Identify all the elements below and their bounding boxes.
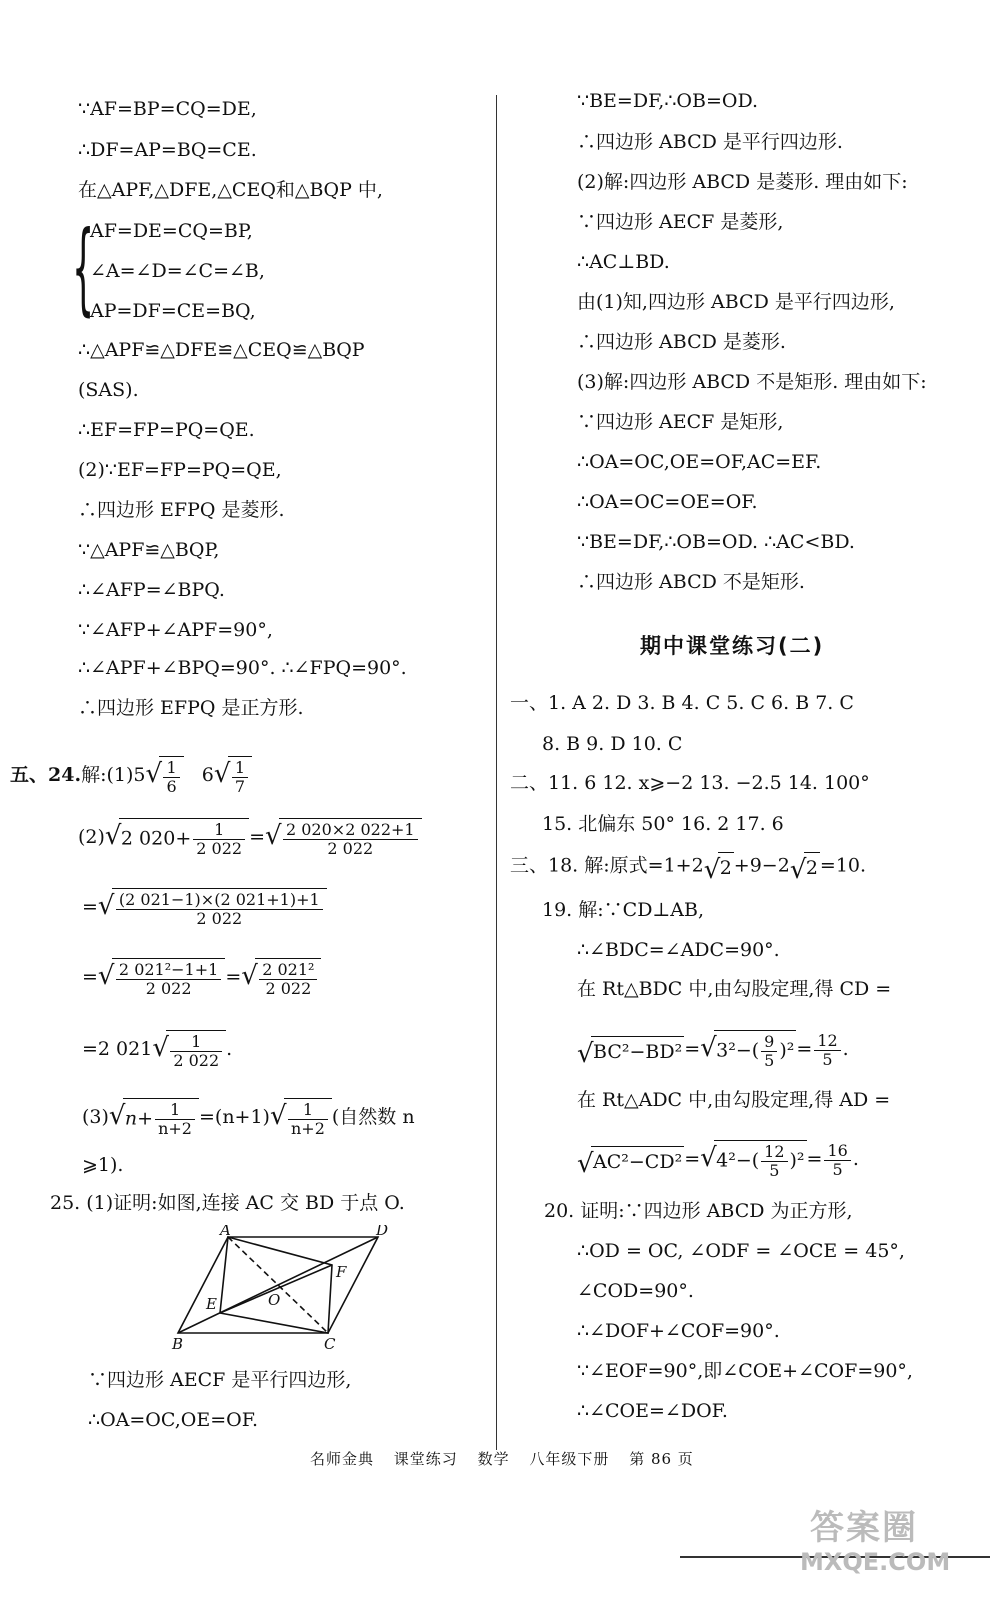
radical: [105, 818, 249, 858]
text-line: 在 Rt△ADC 中,由勾股定理,得 AD =: [577, 1089, 891, 1111]
parallelogram-aecf: [220, 1237, 332, 1333]
text-span: =: [684, 1148, 701, 1170]
text-line: ∠COD=90°.: [577, 1280, 694, 1302]
text-line: 19. 解:∵CD⊥AB,: [542, 899, 705, 921]
denominator: n+2: [290, 1119, 325, 1138]
numerator: 16: [824, 1142, 850, 1161]
text-span: )²: [779, 1039, 795, 1062]
text-line: ∴∠BDC=∠ADC=90°.: [577, 939, 780, 961]
text-span: =: [82, 966, 98, 988]
question-18: [510, 852, 866, 881]
watermark-url: MXQE.COM: [800, 1548, 951, 1576]
section-heading: 期中课堂练习(二): [640, 634, 825, 658]
numerator: √ 1: [170, 1033, 222, 1052]
text-line: ∴四边形 EFPQ 是菱形.: [78, 499, 285, 521]
question-24-part3: [82, 1098, 415, 1138]
numerator: 9: [761, 1033, 777, 1052]
text-span: (2): [78, 826, 105, 848]
numerator: √ 1: [288, 1101, 328, 1120]
text-line: ∠A=∠D=∠C=∠B,: [90, 260, 265, 282]
text-span: 4²−(: [716, 1149, 760, 1172]
text-span: =: [806, 1148, 823, 1170]
denominator: 2 022: [327, 839, 374, 858]
page-footer: [310, 1448, 708, 1469]
text-line: ∵BE=DF,∴OB=OD.: [577, 90, 759, 112]
answers-fill-1: 二、11. 6 12. x⩾−2 13. −2.5 14. 100°: [510, 772, 870, 794]
denominator: 5: [764, 1051, 775, 1070]
question-number: 五、24.: [10, 764, 82, 786]
text-span: )²: [789, 1149, 805, 1172]
text-span: .: [842, 1038, 849, 1060]
label-c: C: [324, 1335, 336, 1353]
text-span: =: [82, 896, 98, 918]
text-span: 2 020+: [120, 827, 192, 850]
text-line: ∵AF=BP=CQ=DE,: [78, 98, 257, 120]
numerator: 12: [761, 1143, 787, 1162]
radical: √ 2: [790, 852, 820, 881]
text-line: (3)解:四边形 ABCD 不是矩形. 理由如下:: [577, 371, 927, 393]
denominator: 5: [822, 1049, 833, 1069]
text-span: =(n+1): [198, 1106, 270, 1128]
radical: [98, 958, 225, 998]
answers-choice-2: 8. B 9. D 10. C: [542, 733, 683, 755]
question-24-part2: [78, 818, 422, 858]
label-d: D: [376, 1225, 389, 1239]
text-line: ⩾1).: [82, 1154, 124, 1176]
denominator: 7: [234, 777, 246, 796]
numerator: 1: [155, 1101, 195, 1120]
text-line: 20. 证明:∵四边形 ABCD 为正方形,: [544, 1200, 853, 1222]
text-span: =10.: [819, 854, 867, 877]
question-19-eq2: [577, 1140, 859, 1180]
numerator: √ 2 021²−1+1: [116, 961, 221, 980]
page-number: 第 86 页: [629, 1450, 694, 1468]
diagonal-bd: [178, 1237, 378, 1333]
radical: [145, 756, 183, 796]
text-span: (3): [82, 1106, 109, 1128]
label-e: E: [206, 1295, 217, 1313]
radical: [270, 1098, 332, 1138]
text-line: ∴△APF≌△DFE≌△CEQ≌△BQP: [78, 339, 365, 361]
question-25-title: 25. (1)证明:如图,连接 AC 交 BD 于点 O.: [50, 1192, 405, 1214]
radical: [265, 818, 422, 858]
question-24-step4: [82, 958, 321, 998]
text-line: ∴DF=AP=BQ=CE.: [78, 139, 257, 161]
denominator: 5: [769, 1161, 780, 1180]
text-line: ∴∠DOF+∠COF=90°.: [577, 1320, 780, 1342]
text-line: ∴∠AFP=∠BPQ.: [78, 579, 225, 601]
radical: [700, 1140, 806, 1180]
question-24-step5: [82, 1030, 232, 1070]
text-line: 由(1)知,四边形 ABCD 是平行四边形,: [577, 291, 895, 313]
numerator: √ 2 020×2 022+1: [283, 821, 418, 840]
column-divider: [496, 95, 497, 1450]
text-span: 3²−(: [716, 1039, 760, 1062]
text-line: ∵四边形 AECF 是菱形,: [577, 211, 784, 233]
text-span: n+: [124, 1107, 154, 1130]
text-span: (自然数 n: [331, 1106, 415, 1128]
text-line: AF=DE=CQ=BP,: [90, 220, 253, 242]
text-span: 6: [201, 764, 214, 786]
radical: √ AC²−CD²: [577, 1146, 684, 1175]
denominator: 2 022: [145, 979, 192, 998]
text-line: ∴四边形 EFPQ 是正方形.: [78, 697, 304, 719]
radical: [152, 1030, 226, 1070]
numerator: √ (2 021−1)×(2 021+1)+1: [116, 891, 323, 910]
text-line: ∴四边形 ABCD 是平行四边形.: [577, 131, 843, 153]
text-span: .: [226, 1038, 233, 1060]
text-span: =: [684, 1038, 701, 1060]
denominator: 2 022: [173, 1051, 220, 1070]
text-line: (SAS).: [78, 379, 139, 401]
text-line: (2)解:四边形 ABCD 是菱形. 理由如下:: [577, 171, 908, 193]
text-line: ∵BE=DF,∴OB=OD. ∴AC<BD.: [577, 531, 855, 553]
question-24-part1: [10, 756, 252, 796]
label-a: A: [220, 1225, 231, 1239]
text-span: 三、18. 解:原式=1+2: [510, 854, 704, 877]
text-span: =: [796, 1038, 813, 1060]
text-line: ∴OA=OC,OE=OF,AC=EF.: [577, 451, 822, 473]
radical: √ BC²−BD²: [577, 1036, 684, 1065]
numerator: 1: [193, 821, 245, 840]
text-line: (2)∵EF=FP=PQ=QE,: [78, 459, 282, 481]
radical: [214, 756, 252, 796]
watermark-logo: [800, 1500, 960, 1590]
text-span: =: [225, 966, 242, 988]
text-line: ∵四边形 AECF 是平行四边形,: [88, 1369, 352, 1391]
radical: [109, 1098, 199, 1138]
numerator: 12: [814, 1032, 840, 1051]
radical: [98, 888, 327, 928]
text-line: ∴四边形 ABCD 不是矩形.: [577, 571, 805, 593]
text-line: ∴EF=FP=PQ=QE.: [78, 419, 255, 441]
text-line: ∵∠AFP+∠APF=90°,: [78, 619, 273, 641]
footer-brand: 名师金典: [310, 1450, 375, 1468]
text-line: 在 Rt△BDC 中,由勾股定理,得 CD =: [577, 978, 892, 1000]
footer-book: 课堂练习: [393, 1450, 458, 1468]
denominator: 2 022: [196, 839, 243, 858]
denominator: 6: [166, 777, 177, 796]
numerator: √ 1: [163, 759, 179, 778]
watermark-text: 答案圈: [810, 1508, 918, 1548]
text-span: +9−2: [733, 854, 790, 877]
text-line: ∴AC⊥BD.: [577, 251, 670, 273]
text-line: ∵△APF≌△BQP,: [78, 539, 220, 561]
text-span: =2 021: [82, 1038, 153, 1060]
text-line: ∴∠APF+∠BPQ=90°. ∴∠FPQ=90°.: [78, 657, 407, 679]
text-span: =: [249, 826, 265, 848]
text-line: ∴OA=OC,OE=OF.: [88, 1409, 258, 1431]
numerator: √ 1: [232, 759, 248, 778]
answers-fill-2: 15. 北偏东 50° 16. 2 17. 6: [542, 813, 784, 835]
text-line: ∴OD = OC, ∠ODF = ∠OCE = 45°,: [577, 1240, 905, 1262]
denominator: 2 022: [196, 909, 243, 928]
parallelogram-figure: [170, 1225, 400, 1355]
radical: [241, 958, 321, 998]
label-o: O: [268, 1291, 281, 1309]
label-f: F: [336, 1263, 347, 1281]
text-line: ∴∠COE=∠DOF.: [577, 1400, 728, 1422]
text-line: ∴四边形 ABCD 是菱形.: [577, 331, 786, 353]
answers-choice-1: 一、1. A 2. D 3. B 4. C 5. C 6. B 7. C: [510, 692, 854, 714]
text-line: ∵∠EOF=90°,即∠COE+∠COF=90°,: [577, 1360, 913, 1382]
radical: √ 2: [704, 852, 734, 881]
system-brace: {: [72, 209, 95, 326]
text-line: ∵四边形 AECF 是矩形,: [577, 411, 784, 433]
denominator: 5: [832, 1159, 843, 1179]
question-19-eq1: [577, 1030, 849, 1070]
text-line: ∴OA=OC=OE=OF.: [577, 491, 758, 513]
text-span: 解:(1)5: [81, 764, 146, 786]
radical: [700, 1030, 796, 1070]
numerator: √ 2 021²: [259, 961, 317, 980]
text-line: 在△APF,△DFE,△CEQ和△BQP 中,: [78, 179, 383, 201]
footer-subject: 数学: [477, 1450, 510, 1468]
text-span: .: [852, 1148, 859, 1170]
footer-grade: 八年级下册: [529, 1450, 610, 1468]
label-b: B: [172, 1335, 184, 1353]
text-line: AP=DF=CE=BQ,: [90, 300, 256, 322]
question-24-step3: [82, 888, 327, 928]
denominator: 2 022: [265, 979, 312, 998]
denominator: n+2: [158, 1119, 192, 1138]
